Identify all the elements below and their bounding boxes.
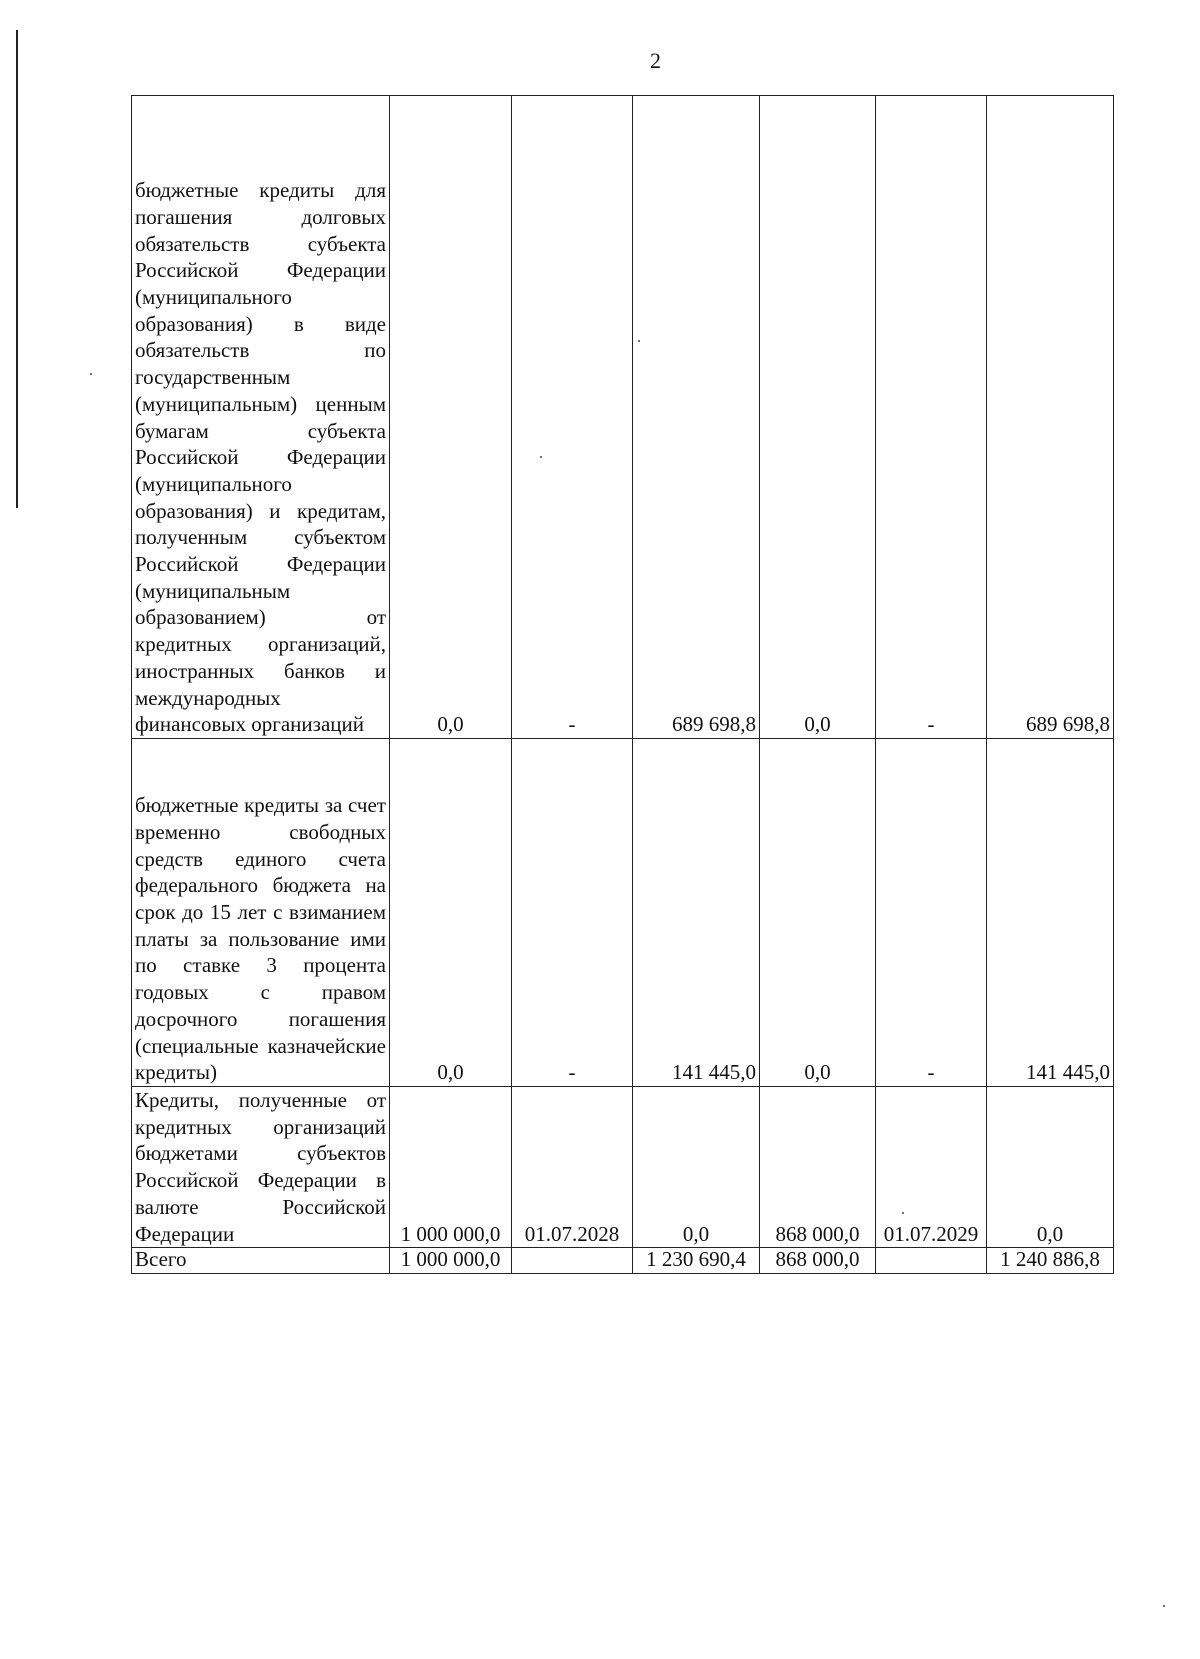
cell-value: 01.07.2029	[876, 1087, 987, 1248]
page-number: 2	[650, 48, 661, 73]
cell-value: 1 000 000,0	[390, 1248, 512, 1274]
cell-value: 01.07.2028	[512, 1087, 633, 1248]
cell-value	[512, 1248, 633, 1274]
cell-value: -	[876, 739, 987, 1087]
table-row-total	[132, 1248, 1114, 1274]
cell-value: -	[512, 96, 633, 739]
cell-value: 0,0	[760, 96, 876, 739]
cell-value: 141 445,0	[987, 739, 1114, 1087]
cell-value: -	[876, 96, 987, 739]
debt-table	[131, 95, 1114, 1274]
row-description: Кредиты, полученные от кредитных организаций бюджетами субъектов Российской Федерации в валюте Российской Федерации	[132, 1087, 390, 1248]
scan-speck	[90, 373, 92, 375]
table-row	[132, 96, 1114, 739]
scan-margin-line	[16, 30, 18, 508]
cell-value: 0,0	[633, 1087, 760, 1248]
cell-value: 868 000,0	[760, 1248, 876, 1274]
cell-value: 1 000 000,0	[390, 1087, 512, 1248]
row-description: бюджетные кредиты для погашения долговых обязательств субъекта Российской Федерации (муниципального образования) в виде обязательств по государственным (муниципальным) ценным бумагам субъекта Российской Федерации (муниципального образования) и кредитам, полученным субъектом Российской Федерации (муниципальным образованием) от кредитных организаций, иностранных банков и международных финансовых организаций	[132, 96, 390, 739]
cell-value: 1 230 690,4	[633, 1248, 760, 1274]
cell-value	[876, 1248, 987, 1274]
scan-speck	[1163, 1605, 1165, 1607]
cell-value: 1 240 886,8	[987, 1248, 1114, 1274]
cell-value: -	[512, 739, 633, 1087]
table-row	[132, 1087, 1114, 1248]
table-row	[132, 739, 1114, 1087]
cell-value: 868 000,0	[760, 1087, 876, 1248]
cell-value: 0,0	[760, 739, 876, 1087]
row-description: Всего	[132, 1248, 390, 1274]
cell-value: 689 698,8	[987, 96, 1114, 739]
cell-value: 141 445,0	[633, 739, 760, 1087]
row-description: бюджетные кредиты за счет временно свободных средств единого счета федерального бюджета на срок до 15 лет с взиманием платы за пользование ими по ставке 3 процента годовых с правом досрочного погашения (специальные казначейские кредиты)	[132, 739, 390, 1087]
cell-value: 0,0	[987, 1087, 1114, 1248]
cell-value: 0,0	[390, 739, 512, 1087]
cell-value: 689 698,8	[633, 96, 760, 739]
cell-value: 0,0	[390, 96, 512, 739]
